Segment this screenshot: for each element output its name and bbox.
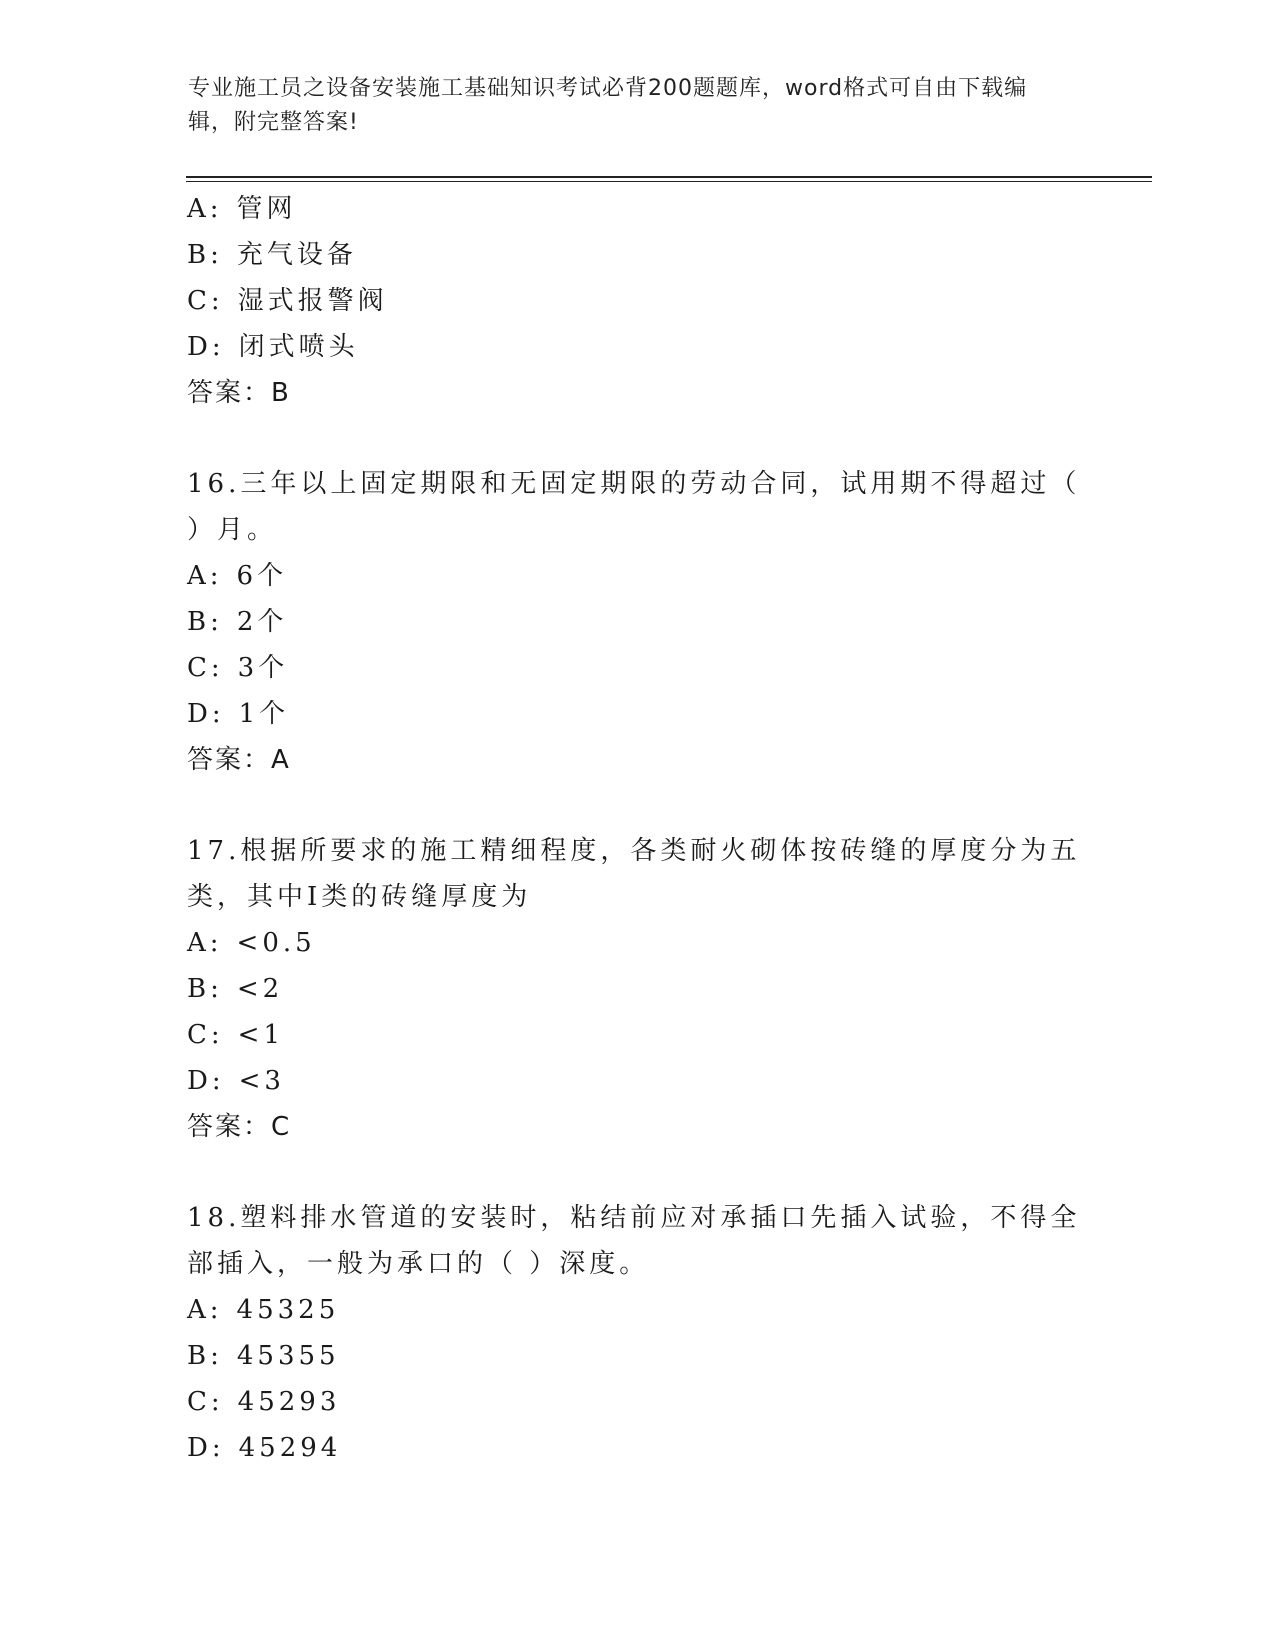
option-text: <2 bbox=[236, 974, 284, 1004]
question-item bbox=[187, 186, 1087, 416]
option-key: D: bbox=[187, 332, 225, 362]
option-key: C: bbox=[187, 1387, 224, 1417]
option-key: A: bbox=[187, 1295, 223, 1325]
option-text: 45293 bbox=[237, 1387, 341, 1417]
option-d bbox=[187, 1058, 1087, 1104]
option-key: C: bbox=[187, 653, 224, 683]
option-key: D: bbox=[187, 699, 225, 729]
option-c bbox=[187, 278, 1087, 324]
spacer bbox=[187, 416, 1087, 461]
option-key: D: bbox=[187, 1433, 225, 1463]
question-item bbox=[187, 1195, 1087, 1471]
option-text: 湿式报警阀 bbox=[237, 286, 388, 316]
option-text: 45294 bbox=[238, 1433, 342, 1463]
option-c bbox=[187, 645, 1087, 691]
spacer bbox=[187, 783, 1087, 828]
header-divider-thick bbox=[186, 176, 1152, 178]
option-text: 1个 bbox=[238, 699, 290, 729]
answer-line: 答案：B bbox=[187, 378, 291, 408]
option-text: 3个 bbox=[237, 653, 289, 683]
option-d bbox=[187, 691, 1087, 737]
question-stem: 16.三年以上固定期限和无固定期限的劳动合同，试用期不得超过（ ）月。 bbox=[187, 469, 1081, 545]
option-text: <3 bbox=[238, 1066, 285, 1096]
question-list bbox=[187, 186, 1087, 1471]
option-key: C: bbox=[187, 1020, 224, 1050]
option-d bbox=[187, 1425, 1087, 1471]
option-key: B: bbox=[187, 1341, 223, 1371]
option-text: 6个 bbox=[236, 561, 288, 591]
option-c bbox=[187, 1012, 1087, 1058]
option-a bbox=[187, 186, 1087, 232]
option-text: 闭式喷头 bbox=[238, 332, 359, 362]
option-d bbox=[187, 324, 1087, 370]
question-item bbox=[187, 461, 1087, 783]
spacer bbox=[187, 1150, 1087, 1195]
option-a bbox=[187, 920, 1087, 966]
answer-line: 答案：C bbox=[187, 1112, 292, 1142]
option-key: D: bbox=[187, 1066, 225, 1096]
option-key: B: bbox=[187, 240, 223, 270]
option-text: <1 bbox=[237, 1020, 284, 1050]
option-c bbox=[187, 1379, 1087, 1425]
option-text: 45325 bbox=[236, 1295, 340, 1325]
question-stem: 17.根据所要求的施工精细程度，各类耐火砌体按砖缝的厚度分为五类，其中I类的砖缝厚度为 bbox=[187, 836, 1081, 912]
option-a bbox=[187, 1287, 1087, 1333]
option-b bbox=[187, 1333, 1087, 1379]
question-stem: 18.塑料排水管道的安装时，粘结前应对承插口先插入试验，不得全部插入，一般为承口的（ ）深度。 bbox=[187, 1203, 1081, 1279]
page-header-title: 专业施工员之设备安装施工基础知识考试必背200题题库，word格式可自由下载编辑，附完整答案! bbox=[188, 76, 1028, 135]
option-key: B: bbox=[187, 607, 223, 637]
option-b bbox=[187, 599, 1087, 645]
option-key: C: bbox=[187, 286, 224, 316]
question-item bbox=[187, 828, 1087, 1150]
header-divider-thin bbox=[186, 181, 1152, 182]
option-b bbox=[187, 966, 1087, 1012]
option-a bbox=[187, 553, 1087, 599]
option-b bbox=[187, 232, 1087, 278]
option-key: A: bbox=[187, 928, 223, 958]
answer-line: 答案：A bbox=[187, 745, 291, 775]
option-text: 充气设备 bbox=[236, 240, 357, 270]
option-text: <0.5 bbox=[236, 928, 316, 958]
option-text: 2个 bbox=[236, 607, 288, 637]
option-text: 45355 bbox=[236, 1341, 340, 1371]
option-text: 管网 bbox=[236, 194, 297, 224]
option-key: A: bbox=[187, 194, 223, 224]
option-key: A: bbox=[187, 561, 223, 591]
option-key: B: bbox=[187, 974, 223, 1004]
